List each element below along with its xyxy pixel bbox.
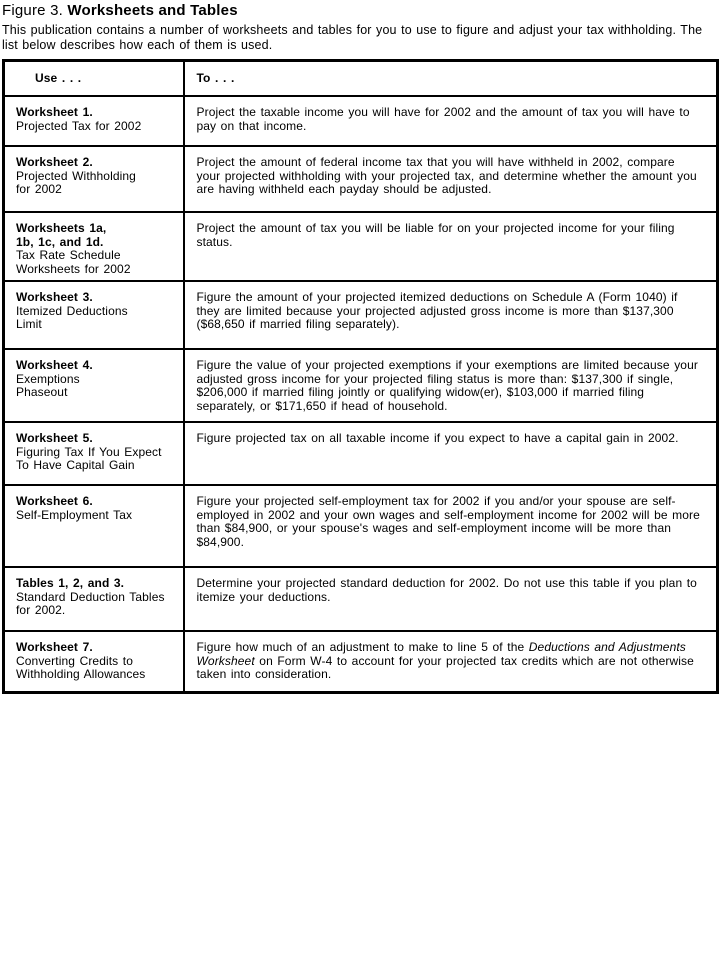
worksheet-name-cell [4, 281, 184, 349]
table-row [4, 212, 718, 281]
figure-title-prefix: Figure 3. [2, 2, 68, 19]
description-cell [184, 349, 718, 422]
description-cell [184, 281, 718, 349]
figure-title [2, 2, 721, 20]
description-text: Figure the amount of your projected itemized deductions on Schedule A (Form 1040) if they are limited because your projected adjusted gross income is more than $137,300 ($68,650 if married filing separately). [196, 290, 678, 331]
worksheet-title-line: Worksheets 1a, [16, 221, 107, 235]
table-row [4, 567, 718, 631]
description-cell [184, 422, 718, 485]
table-row [4, 349, 718, 422]
description-cell [184, 567, 718, 631]
figure-title-main: Worksheets and Tables [67, 2, 238, 19]
description-cell [184, 485, 718, 567]
table-row [4, 96, 718, 146]
table-row [4, 485, 718, 567]
worksheet-name-cell [4, 212, 184, 281]
description-text: Figure your projected self-employment tax for 2002 if you and/or your spouse are self-employed in 2002 and your own wages and self-employment income for 2002 will be more than $84,900, or your spouse's wages and self-employment income will be more than $84,900. [196, 494, 700, 549]
worksheet-title-line: Worksheet 1. [16, 105, 93, 119]
description-text: on Form W-4 to account for your projected tax credits which are not otherwise taken into consideration. [196, 653, 694, 681]
description-cell [184, 96, 718, 146]
worksheet-subtitle-line: Worksheets for 2002 [16, 261, 131, 276]
worksheet-title-line: Worksheet 3. [16, 290, 93, 304]
description-text: Figure projected tax on all taxable income if you expect to have a capital gain in 2002. [196, 431, 679, 445]
worksheet-subtitle-line: for 2002. [16, 603, 66, 617]
worksheet-subtitle-line: Itemized Deductions [16, 303, 128, 318]
worksheets-table [2, 59, 719, 694]
worksheet-subtitle-line: Self-Employment Tax [16, 507, 133, 522]
worksheet-name-cell [4, 567, 184, 631]
worksheet-title-line: Worksheet 5. [16, 431, 93, 445]
description-text: Project the amount of federal income tax that you will have withheld in 2002, compare your projected withholding with your projected tax, and determine whether the amount you are having withheld each payday should be adjusted. [196, 155, 697, 196]
table-row [4, 146, 718, 212]
worksheet-subtitle-line: Projected Withholding [16, 168, 136, 183]
worksheet-subtitle-line: To Have Capital Gain [16, 458, 135, 472]
worksheet-title-line: Tables 1, 2, and 3. [16, 576, 125, 590]
worksheet-subtitle-line: Projected Tax for 2002 [16, 118, 142, 133]
worksheet-subtitle-line: Standard Deduction Tables [16, 589, 165, 604]
description-text: Figure how much of an adjustment to make to line 5 of the [196, 640, 529, 654]
table-row [4, 631, 718, 693]
worksheet-subtitle-line: Converting Credits to [16, 653, 134, 668]
table-row [4, 422, 718, 485]
worksheet-name-cell [4, 96, 184, 146]
intro-text: This publication contains a number of worksheets and tables for you to use to figure and adjust your tax withholding. The list below describes how each of them is used. [2, 23, 703, 52]
worksheet-name-cell [4, 485, 184, 567]
description-cell [184, 212, 718, 281]
worksheet-subtitle-line: Tax Rate Schedule [16, 248, 121, 262]
worksheet-name-cell [4, 349, 184, 422]
table-header-to: To . . . [184, 61, 718, 97]
table-header-use: Use . . . [4, 61, 184, 97]
description-text: Figure the value of your projected exemptions if your exemptions are limited because your adjusted gross income for your projected filing status is more than: $137,300 if single, $206,000 if married filing jointly or qualifying widow(er), $103,000 if married filing separately, or $171,650 if head of household. [196, 358, 698, 413]
worksheet-name-cell [4, 146, 184, 212]
description-text: Project the taxable income you will have for 2002 and the amount of tax you will have to pay on that income. [196, 105, 690, 133]
description-text: Determine your projected standard deduction for 2002. Do not use this table if you plan to itemize your deductions. [196, 576, 697, 604]
worksheet-title-line: Worksheet 6. [16, 494, 93, 508]
worksheet-title-line: Worksheet 7. [16, 640, 93, 654]
worksheet-title-line: 1b, 1c, and 1d. [16, 234, 104, 249]
worksheet-subtitle-line: for 2002 [16, 182, 62, 196]
description-cell [184, 631, 718, 693]
worksheet-title-line: Worksheet 2. [16, 155, 93, 169]
worksheet-subtitle-line: Exemptions [16, 371, 80, 386]
worksheet-title-line: Worksheet 4. [16, 358, 93, 372]
table-row [4, 281, 718, 349]
description-text: Project the amount of tax you will be liable for on your projected income for your filing status. [196, 221, 675, 249]
worksheet-subtitle-line: Limit [16, 317, 42, 331]
worksheet-subtitle-line: Withholding Allowances [16, 667, 146, 681]
worksheet-name-cell [4, 422, 184, 485]
worksheet-name-cell [4, 631, 184, 693]
worksheet-subtitle-line: Phaseout [16, 385, 68, 399]
worksheet-subtitle-line: Figuring Tax If You Expect [16, 444, 162, 459]
description-text: Deductions and Adjustments Worksheet [196, 640, 686, 668]
description-cell [184, 146, 718, 212]
table-header-row [4, 61, 718, 97]
